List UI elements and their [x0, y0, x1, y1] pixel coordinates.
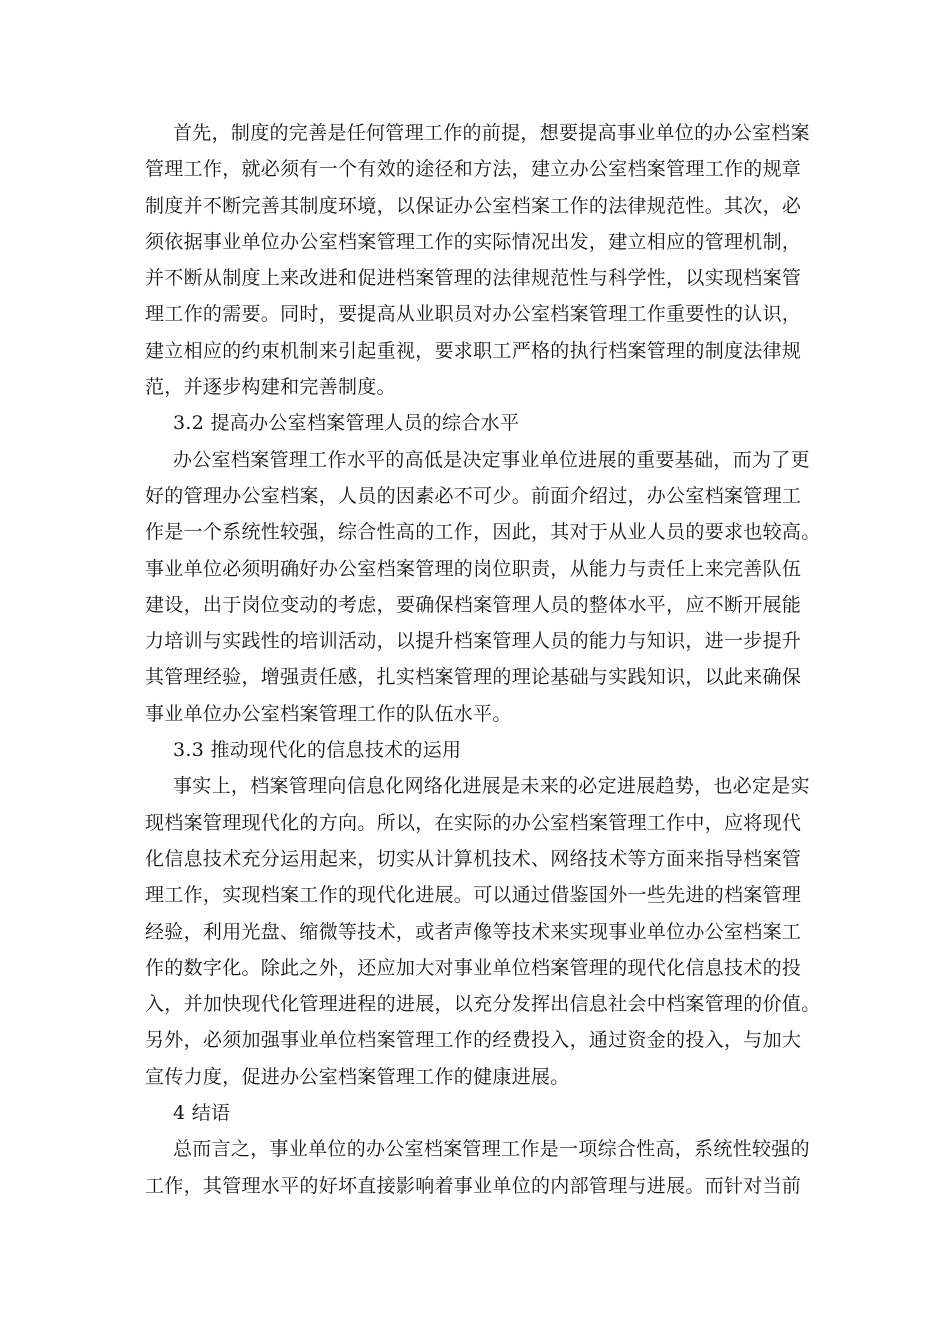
text-line: 作是一个系统性较强，综合性高的工作，因此，其对于从业人员的要求也较高。 [145, 521, 821, 544]
text-line: 并不断从制度上来改进和促进档案管理的法律规范性与科学性，以实现档案管 [145, 267, 802, 290]
text-line: 管理工作，就必须有一个有效的途径和方法，建立办公室档案管理工作的规章 [145, 158, 802, 181]
text-line: 力培训与实践性的培训活动，以提升档案管理人员的能力与知识，进一步提升 [145, 630, 802, 653]
text-line: 事业单位办公室档案管理工作的队伍水平。 [145, 702, 512, 725]
text-line: 入，并加快现代化管理进程的进展，以充分发挥出信息社会中档案管理的价值。 [145, 993, 821, 1016]
text-line: 其管理经验，增强责任感，扎实档案管理的理论基础与实践知识，以此来确保 [145, 666, 802, 689]
text-line: 4 结语 [173, 1102, 231, 1125]
text-line: 好的管理办公室档案，人员的因素必不可少。前面介绍过，办公室档案管理工 [145, 484, 802, 507]
text-line: 范，并逐步构建和完善制度。 [145, 376, 396, 399]
text-line: 化信息技术充分运用起来，切实从计算机技术、网络技术等方面来指导档案管 [145, 847, 802, 870]
text-line: 事业单位必须明确好办公室档案管理的岗位职责，从能力与责任上来完善队伍 [145, 557, 802, 580]
text-line: 另外，必须加强事业单位档案管理工作的经费投入，通过资金的投入，与加大 [145, 1029, 802, 1052]
text-line: 须依据事业单位办公室档案管理工作的实际情况出发，建立相应的管理机制， [145, 230, 802, 253]
text-line: 办公室档案管理工作水平的高低是决定事业单位进展的重要基础，而为了更 [173, 448, 810, 471]
body-text [145, 115, 821, 1204]
text-line: 首先，制度的完善是任何管理工作的前提，想要提高事业单位的办公室档案 [173, 122, 810, 144]
text-line: 宣传力度，促进办公室档案管理工作的健康进展。 [145, 1065, 570, 1088]
text-line: 现档案管理现代化的方向。所以，在实际的办公室档案管理工作中，应将现代 [145, 811, 802, 834]
text-line: 事实上，档案管理向信息化网络化进展是未来的必定进展趋势，也必定是实 [173, 775, 810, 798]
text-line: 建设，出于岗位变动的考虑，要确保档案管理人员的整体水平，应不断开展能 [145, 593, 802, 616]
text-line: 理工作，实现档案工作的现代化进展。可以通过借鉴国外一些先进的档案管理 [145, 884, 802, 907]
text-line: 3.2 提高办公室档案管理人员的综合水平 [173, 412, 520, 435]
text-line: 经验，利用光盘、缩微等技术，或者声像等技术来实现事业单位办公室档案工 [145, 920, 802, 943]
text-line: 总而言之，事业单位的办公室档案管理工作是一项综合性高，系统性较强的 [173, 1138, 810, 1161]
text-line: 3.3 推动现代化的信息技术的运用 [173, 739, 462, 762]
text-line: 理工作的需要。同时，要提高从业职员对办公室档案管理工作重要性的认识， [145, 303, 802, 326]
text-line: 工作，其管理水平的好坏直接影响着事业单位的内部管理与进展。而针对当前 [145, 1174, 802, 1197]
text-line: 制度并不断完善其制度环境，以保证办公室档案工作的法律规范性。其次，必 [145, 194, 802, 217]
text-line: 作的数字化。除此之外，还应加大对事业单位档案管理的现代化信息技术的投 [145, 956, 802, 979]
text-line: 建立相应的约束机制来引起重视，要求职工严格的执行档案管理的制度法律规 [145, 339, 802, 362]
